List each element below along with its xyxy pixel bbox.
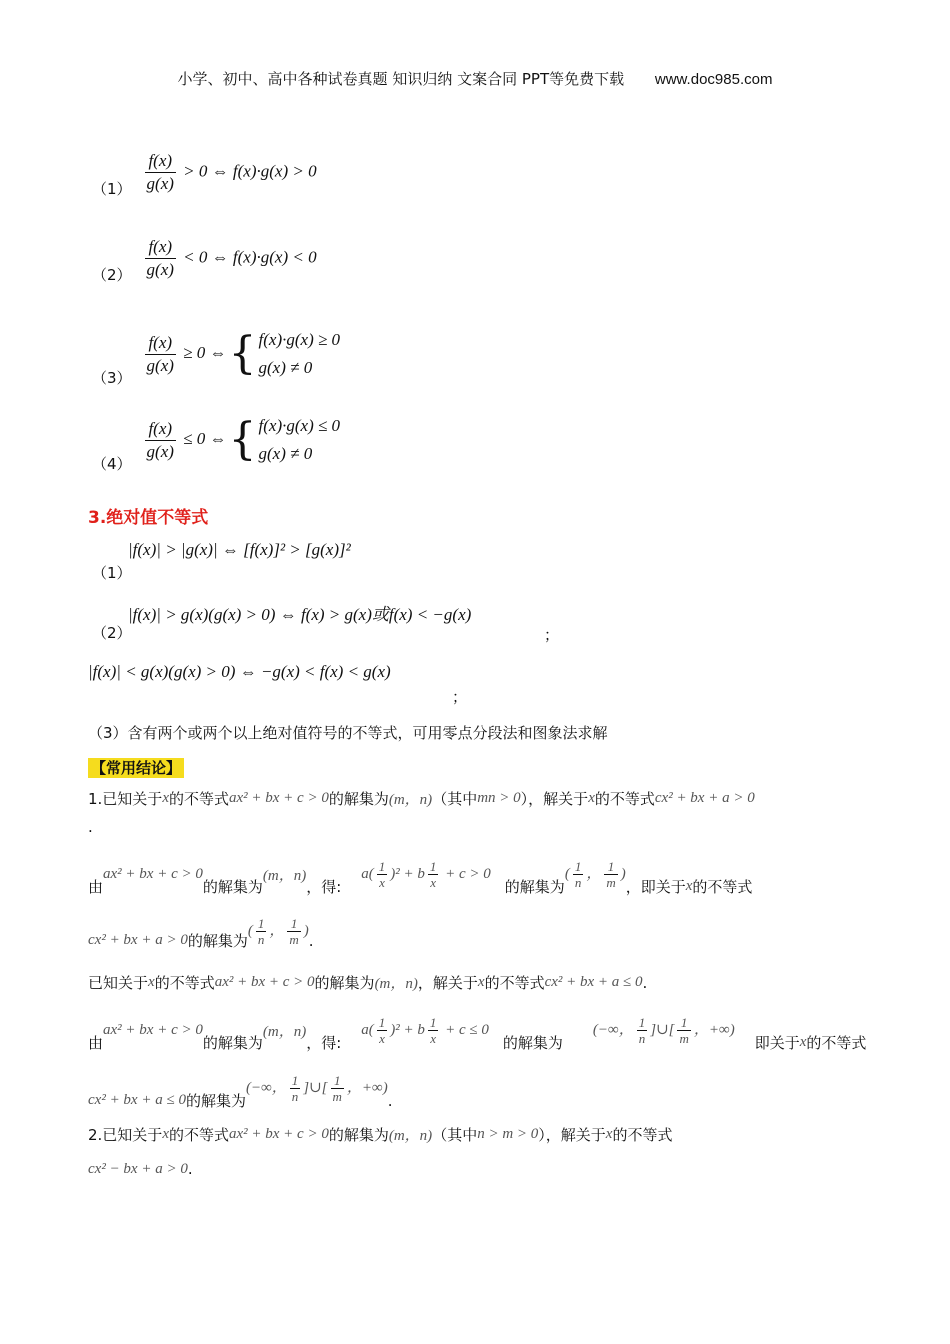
formula: $\frac{f(x)}{g(x)}$ < 0 ⇔ f(x)·g(x) < 0 xyxy=(146,237,317,279)
header-site: www.doc985.com xyxy=(654,71,773,88)
punctuation: . xyxy=(88,818,93,836)
formula: $\frac{f(x)}{g(x)}$ ≥ 0 ⇔{ f(x)·g(x) ≥ 0 g(x) ≠ 0 xyxy=(146,328,341,379)
punctuation: ； xyxy=(544,626,560,644)
conclusion-1-line-2: 由 ax² + bx + c > 0 的解集为 (m，n) ，得: a( $\frac{1}{x}$ )² + b $\frac{1}{x}$ + c > 0 的解集为 ( $\frac{1}{n}$ ， $\frac{1}{m}$ ) ，即关于 x 的不等式 xyxy=(88,859,753,896)
conclusion-2-line-2: cx² − bx + a > 0 . xyxy=(88,1160,193,1178)
fraction-rule-2 xyxy=(92,236,317,284)
rule-number: （2） xyxy=(92,266,132,284)
fraction-rule-3 xyxy=(92,326,341,387)
conclusion-1b-line-1: 已知关于 x 的不等式 ax² + bx + c > 0 的解集为 (m，n) ，解关于 x 的不等式 cx² + bx + a ≤ 0 . xyxy=(88,973,648,992)
formula: $\frac{f(x)}{g(x)}$ > 0 ⇔ f(x)·g(x) > 0 xyxy=(146,151,317,193)
header-text: 小学、初中、高中各种试卷真题 知识归纳 文案合同 PPT等免费下载 xyxy=(177,70,625,88)
abs-item-2-formula: |f(x)| > g(x)(g(x) > 0) ⇔ f(x) > g(x)或f(x) < −g(x) xyxy=(128,605,472,624)
conclusion-1b-line-3: cx² + bx + a ≤ 0 的解集为 (−∞， $\frac{1}{n}$ ]∪[ $\frac{1}{m}$ ，+∞) . xyxy=(88,1073,393,1110)
page-header xyxy=(0,68,950,89)
abs-item-2b-formula: |f(x)| < g(x)(g(x) > 0) ⇔ −g(x) < f(x) < g(x) xyxy=(88,662,391,681)
abs-item-2-number: （2） xyxy=(92,624,132,642)
conclusion-1b-line-2: 由 ax² + bx + c > 0 的解集为 (m，n) ，得: a( $\frac{1}{x}$ )² + b $\frac{1}{x}$ + c ≤ 0 的解集为 (−∞， $\frac{1}{n}$ ]∪[ $\frac{1}{m}$ ，+∞) 即关于 x 的不等式 xyxy=(88,1015,867,1052)
abs-item-1-formula: |f(x)| > |g(x)| ⇔ [f(x)]² > [g(x)]² xyxy=(128,540,351,559)
abs-item-1-number: （1） xyxy=(92,564,132,582)
conclusion-2-line-1: 2.已知关于 x 的不等式 ax² + bx + c > 0 的解集为 (m，n) （其中 n > m > 0 ），解关于 x 的不等式 xyxy=(88,1126,673,1144)
rule-number: （1） xyxy=(92,180,132,198)
formula: $\frac{f(x)}{g(x)}$ ≤ 0 ⇔{ f(x)·g(x) ≤ 0 g(x) ≠ 0 xyxy=(146,414,341,465)
conclusion-1-line-3: cx² + bx + a > 0 的解集为 ( $\frac{1}{n}$ ， $\frac{1}{m}$ ) . xyxy=(88,916,314,950)
section-title-absolute: 3.绝对值不等式 xyxy=(88,508,209,528)
fraction-rule-1 xyxy=(92,150,317,198)
rule-number: （4） xyxy=(92,455,132,473)
rule-number: （3） xyxy=(92,369,132,387)
conclusion-1-line-1: 1.已知关于 x 的不等式 ax² + bx + c > 0 的解集为 (m，n) （其中 mn > 0 ），解关于 x 的不等式 cx² + bx + a > 0 xyxy=(88,790,755,808)
abs-item-3: （3）含有两个或两个以上绝对值符号的不等式，可用零点分段法和图象法求解 xyxy=(88,724,608,742)
punctuation: ； xyxy=(452,688,468,706)
conclusions-tag: 【常用结论】 xyxy=(88,757,184,778)
fraction-rule-4 xyxy=(92,412,341,473)
